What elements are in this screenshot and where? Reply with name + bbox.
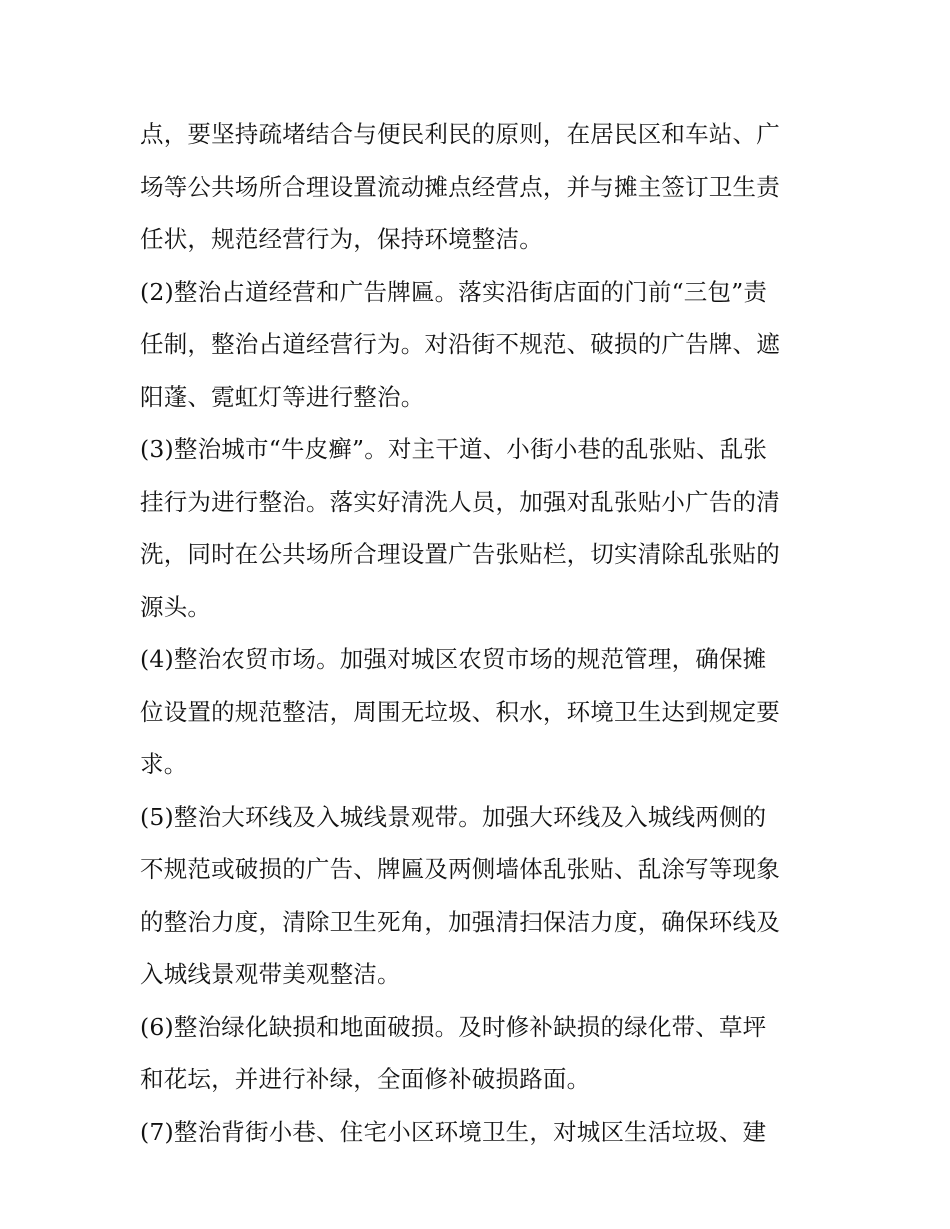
text-line: 点，要坚持疏堵结合与便民利民的原则，在居民区和车站、广 — [140, 120, 780, 148]
text-line: 场等公共场所合理设置流动摊点经营点，并与摊主签订卫生责 — [140, 172, 780, 201]
text-line: (4)整治农贸市场。加强对城区农贸市场的规范管理，确保摊 — [140, 645, 767, 673]
text-line: 求。 — [140, 750, 188, 778]
text-line: 不规范或破损的广告、牌匾及两侧墙体乱张贴、乱涂写等现象 — [140, 855, 780, 883]
text-line: (5)整治大环线及入城线景观带。加强大环线及入城线两侧的 — [140, 802, 767, 831]
text-line: 任制，整治占道经营行为。对沿街不规范、破损的广告牌、遮 — [140, 330, 780, 358]
text-line: 洗，同时在公共场所合理设置广告张贴栏，切实清除乱张贴的 — [140, 540, 780, 568]
text-line: 入城线景观带美观整洁。 — [140, 960, 401, 988]
text-line: 位设置的规范整洁，周围无垃圾、积水，环境卫生达到规定要 — [140, 697, 780, 726]
text-line: 挂行为进行整治。落实好清洗人员，加强对乱张贴小广告的清 — [140, 487, 780, 516]
text-line: 和花坛，并进行补绿，全面修补破损路面。 — [140, 1065, 591, 1093]
text-line: 的整治力度，清除卫生死角，加强清扫保洁力度，确保环线及 — [140, 907, 780, 936]
text-line: 任状，规范经营行为，保持环境整洁。 — [140, 225, 543, 253]
text-line: (6)整治绿化缺损和地面破损。及时修补缺损的绿化带、草坪 — [140, 1012, 767, 1041]
text-line: (7)整治背街小巷、住宅小区环境卫生，对城区生活垃圾、建 — [140, 1117, 767, 1146]
document-body — [140, 108, 820, 1158]
text-line: 源头。 — [140, 592, 212, 621]
text-line: (3)整治城市“牛皮癣”。对主干道、小街小巷的乱张贴、乱张 — [140, 435, 768, 463]
text-line: 阳蓬、霓虹灯等进行整治。 — [140, 382, 425, 411]
text-line: (2)整治占道经营和广告牌匾。落实沿街店面的门前“三包”责 — [140, 277, 768, 306]
